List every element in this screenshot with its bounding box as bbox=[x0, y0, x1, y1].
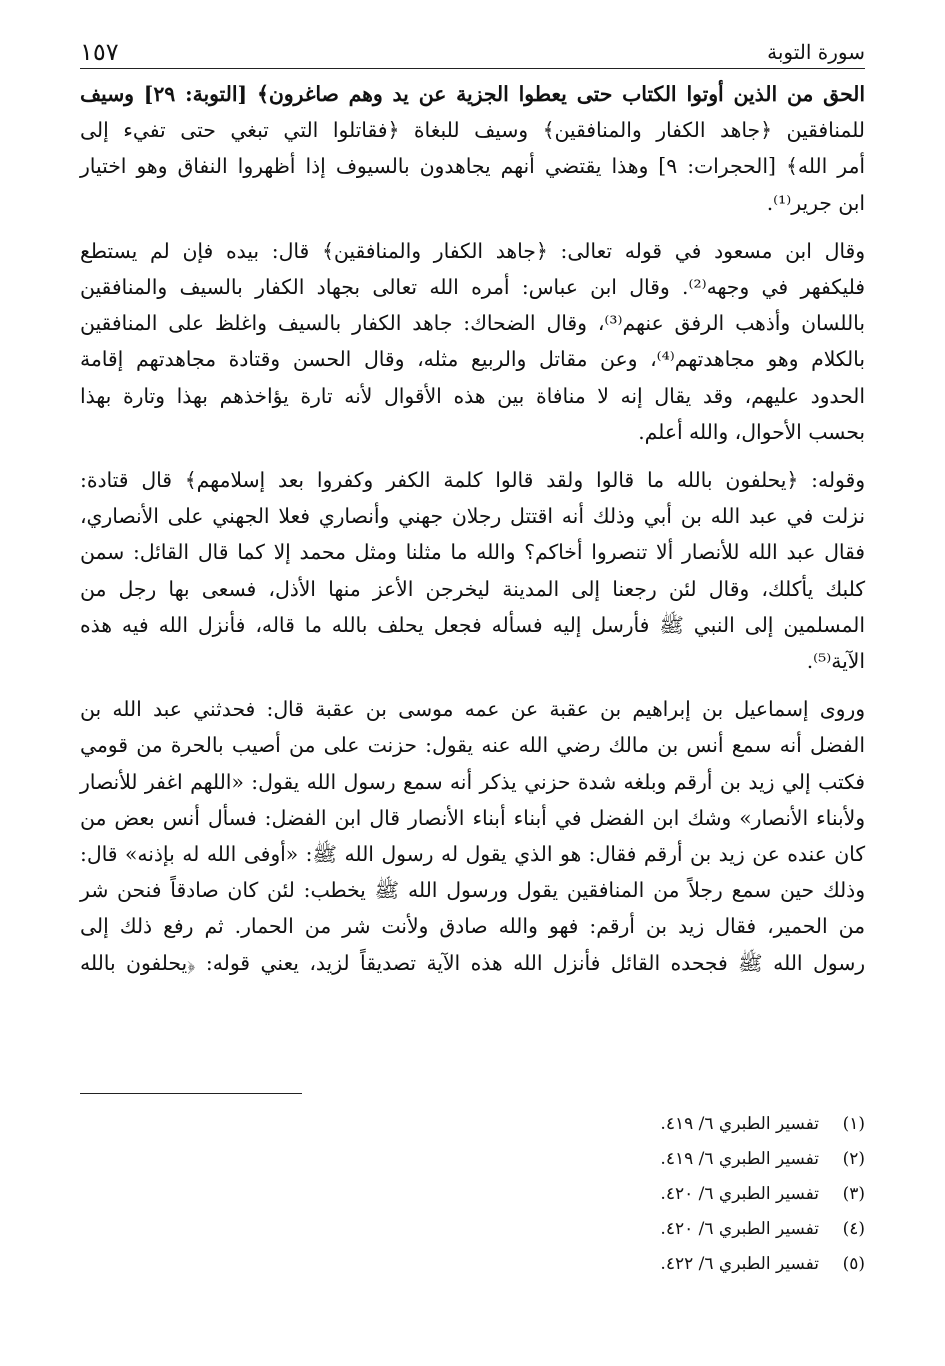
footnote-item bbox=[660, 1212, 865, 1247]
text-line: رسول الله ﷺ فجحده القائل فأنزل الله هذه الآية تصديقاً لزيد، يعني قوله: ﴿يحلفون بالله bbox=[80, 950, 865, 975]
text-line: بحسب الأحوال، والله أعلم. bbox=[638, 419, 865, 444]
surah-title: سورة التوبة bbox=[767, 40, 865, 64]
text-line: كلبك يأكلك، وقال لئن رجعنا إلى المدينة ليخرجن الأعز منها الأذل، فسعى بها رجل من bbox=[80, 576, 865, 601]
book-page bbox=[80, 0, 865, 1366]
text-line: الفضل أنه سمع أنس بن مالك رضي الله عنه يقول: حزنت على من أصيب بالحرة من قومي bbox=[80, 733, 865, 758]
paragraph-3 bbox=[80, 462, 865, 679]
footnote-text: تفسير الطبري ٦/ ٤١٩. bbox=[660, 1149, 819, 1169]
text-line: من الحمير، فقال زيد بن أرقم: فهو والله صادق ولأنت شر من الحمار. ثم رفع ذلك إلى bbox=[80, 914, 865, 939]
footnote-number: (٢) bbox=[842, 1149, 865, 1169]
text-line: كان عنده عن زيد بن أرقم فقال: هو الذي يقول له رسول الله ﷺ: «أوفى الله له بإذنه» قال: bbox=[80, 842, 865, 867]
text-line: الآية⁽⁵⁾. bbox=[806, 649, 865, 674]
text-line: وقال ابن مسعود في قوله تعالى: ﴿جاهد الكفار والمنافقين﴾ قال: بيده فإن لم يستطع bbox=[80, 238, 865, 263]
text-line: وذلك حين سمع رجلاً من المنافقين يقول ورسول الله ﷺ يخطب: لئن كان صادقاً فنحن شر bbox=[80, 878, 865, 903]
text-line: بالكلام وهو مجاهدتهم⁽⁴⁾، وعن مقاتل والربيع مثله، وقال الحسن وقتادة مجاهدتهم إقامة bbox=[80, 347, 865, 372]
text-line: الحدود عليهم، وقد يقال إنه لا منافاة بين هذه الأقوال لأنه تارة يؤاخذهم بهذا وتارة بهذا bbox=[80, 383, 865, 408]
footnote-number: (٤) bbox=[842, 1219, 865, 1239]
text-line: وقوله: ﴿يحلفون بالله ما قالوا ولقد قالوا كلمة الكفر وكفروا بعد إسلامهم﴾ قال قتادة: bbox=[80, 468, 865, 493]
text-line: أمر الله﴾ [الحجرات: ٩] وهذا يقتضي أنهم يجاهدون بالسيوف إذا أظهروا النفاق وهو اختيار bbox=[80, 154, 865, 179]
text-line: باللسان وأذهب الرفق عنهم⁽³⁾، وقال الضحاك: جاهد الكفار بالسيف واغلظ على المنافقين bbox=[80, 311, 865, 336]
footnote-item bbox=[660, 1177, 865, 1212]
footnote-number: (١) bbox=[842, 1114, 865, 1134]
footnote-text: تفسير الطبري ٦/ ٤٢٠. bbox=[660, 1184, 819, 1204]
text-line: الحق من الذين أوتوا الكتاب حتى يعطوا الجزية عن يد وهم صاغرون﴾ [التوبة: ٢٩] وسيف bbox=[80, 82, 865, 106]
text-line: المسلمين إلى النبي ﷺ فأرسل إليه فسأله فجعل يحلف بالله ما قاله، فأنزل الله فيه هذه bbox=[80, 612, 865, 637]
paragraph-4 bbox=[80, 691, 865, 981]
footnotes bbox=[660, 1107, 865, 1282]
footnote-number: (٣) bbox=[842, 1184, 865, 1204]
text-line: نزلت في عبد الله بن أبي وذلك أنه اقتتل رجلان جهني وأنصاري فعلا الجهني على الأنصاري، bbox=[80, 504, 865, 529]
footnote-item bbox=[660, 1142, 865, 1177]
text-line: للمنافقين ﴿جاهد الكفار والمنافقين﴾ وسيف للبغاة ﴿فقاتلوا التي تبغي حتى تفيء إلى bbox=[80, 118, 865, 143]
footnote-text: تفسير الطبري ٦/ ٤١٩. bbox=[660, 1114, 819, 1134]
footnote-item bbox=[660, 1107, 865, 1142]
text-line: فقال عبد الله للأنصار ألا تنصروا أخاكم؟ والله ما مثلنا ومثل محمد إلا كما قال القائل: سمن bbox=[80, 540, 865, 565]
text-line: فليكفهر في وجهه⁽²⁾. وقال ابن عباس: أمره الله تعالى بجهاد الكفار بالسيف والمنافقين bbox=[80, 275, 865, 300]
text-line: ولأبناء الأنصار» وشك ابن الفضل في أبناء أبناء الأنصار قال ابن الفضل: فسأل أنس بعض من bbox=[80, 805, 865, 830]
text-line: فكتب إلي زيد بن أرقم وبلغه شدة حزني يذكر أنه سمع رسول الله يقول: «اللهم اغفر للأنصار bbox=[80, 769, 865, 794]
page-number: ١٥٧ bbox=[80, 38, 119, 66]
footnote-text: تفسير الطبري ٦/ ٤٢٢. bbox=[660, 1254, 819, 1274]
paragraph-1 bbox=[80, 76, 865, 221]
text-line: ابن جرير⁽¹⁾. bbox=[766, 190, 865, 215]
text-line: وروى إسماعيل بن إبراهيم بن عقبة عن عمه موسى بن عقبة قال: فحدثني عبد الله بن bbox=[80, 697, 865, 722]
paragraph-2 bbox=[80, 233, 865, 450]
main-text bbox=[80, 76, 865, 981]
footnote-number: (٥) bbox=[842, 1254, 865, 1274]
footnote-text: تفسير الطبري ٦/ ٤٢٠. bbox=[660, 1219, 819, 1239]
footnote-separator bbox=[80, 1093, 302, 1094]
page-header bbox=[80, 34, 865, 69]
footnote-item bbox=[660, 1247, 865, 1282]
